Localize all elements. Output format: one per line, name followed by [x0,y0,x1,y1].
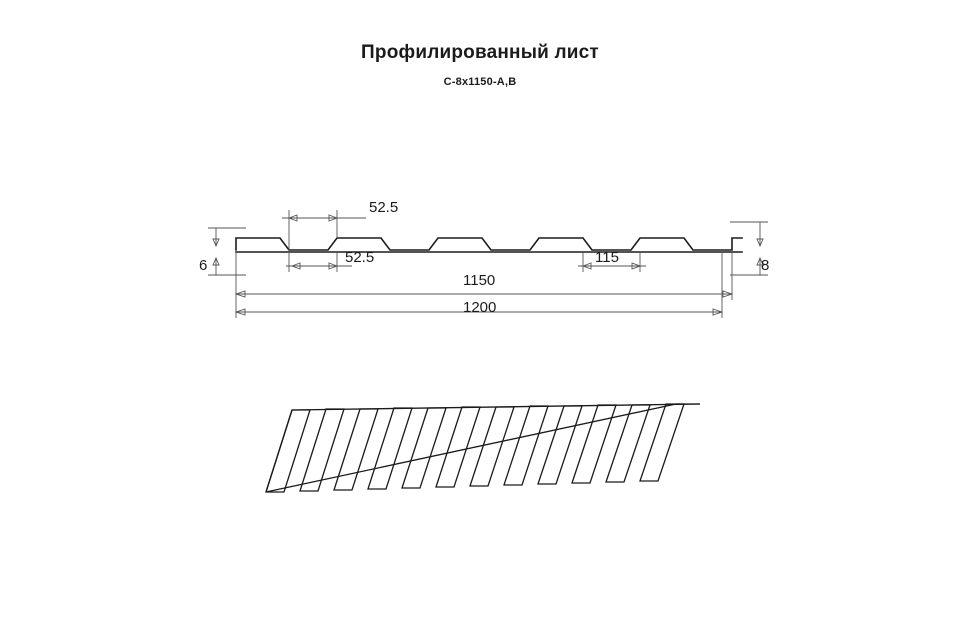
page-title: Профилированный лист [361,42,599,63]
dim-rib-width: 115 [595,249,619,266]
isometric-view [266,404,700,492]
cross-section-profile [236,238,742,252]
dim-height-left: 6 [199,257,208,274]
dim-top-pitch: 52.5 [369,199,399,216]
dim-height-right: 8 [761,257,770,274]
page-subtitle: С-8х1150-А,В [443,76,517,88]
dim-mid-pitch: 52.5 [345,249,375,266]
dim-total-width: 1200 [463,299,497,316]
dim-useful-width: 1150 [463,272,496,289]
